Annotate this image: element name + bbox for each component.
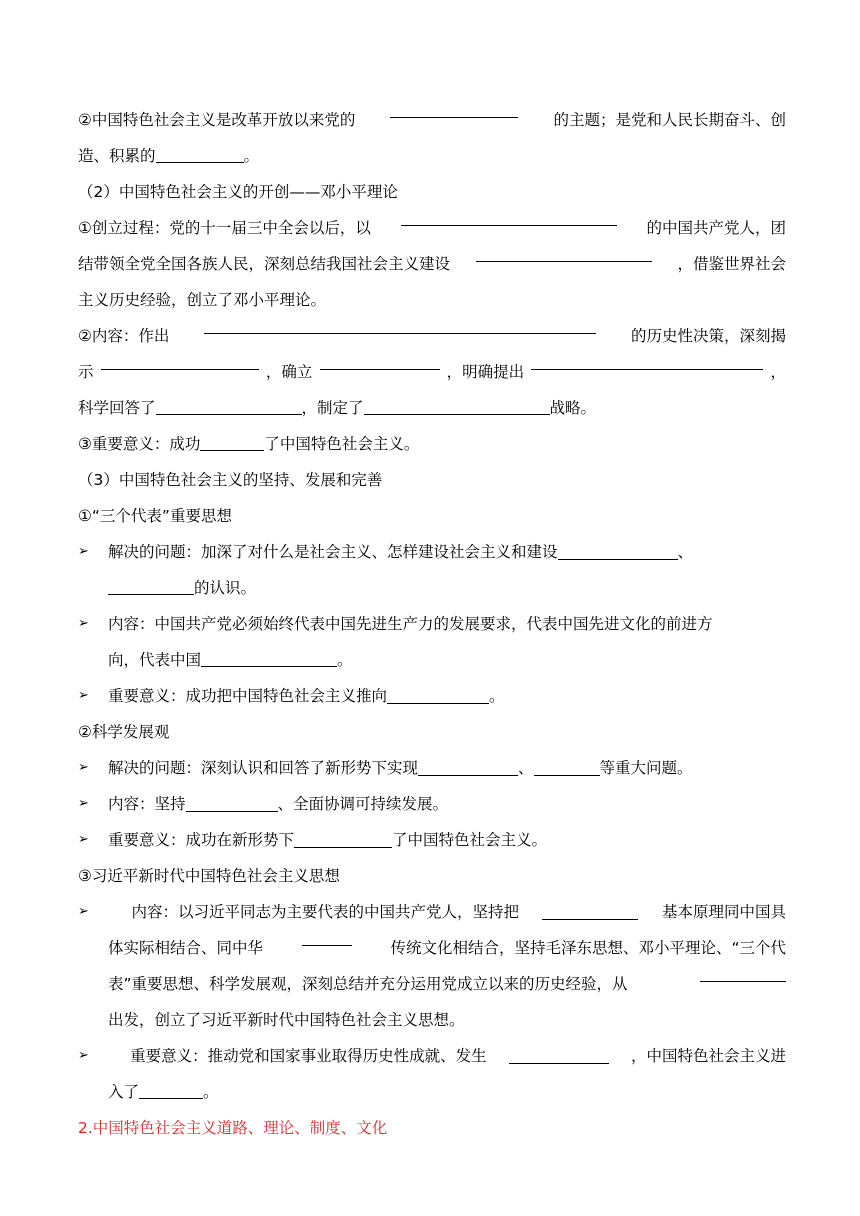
text-line [78,1002,786,1038]
text-segment: 入了 [108,1083,140,1101]
fill-blank [186,796,278,812]
text-line [78,102,786,138]
text-segment: ②内容：作出 [78,327,170,345]
text-segment: 基本原理同中国具 [661,903,786,921]
text-segment: ，借鉴世界社会 [677,255,786,273]
text-line [78,426,786,462]
fill-blank [401,210,617,226]
text-segment: ， [770,363,786,381]
text-segment: ①“三个代表”重要思想 [78,507,232,525]
text-segment: 了中国特色社会主义。 [264,435,420,453]
subsection-title [78,858,786,894]
fill-blank [418,760,518,776]
fill-blank [531,354,763,370]
section-heading [78,174,786,210]
text-segment: 向，代表中国 [108,651,202,669]
fill-blank [156,399,302,415]
fill-blank [302,930,352,946]
subsection-title [78,714,786,750]
text-segment: 、 [518,759,534,777]
text-segment: 。 [489,687,505,705]
text-segment: 传统文化相结合，坚持毛泽东思想、邓小平理论、“三个代 [390,939,786,957]
text-segment: ①创立过程：党的十一届三中全会以后，以 [78,219,371,237]
text-segment: 主义历史经验，创立了邓小平理论。 [78,291,327,309]
fill-blank [294,832,392,848]
text-segment: 内容：中国共产党必须始终代表中国先进生产力的发展要求，代表中国先进文化的前进方 [108,615,713,633]
section-title-red: 2.中国特色社会主义道路、理论、制度、文化 [78,1119,388,1137]
text-segment: 解决的问题：深刻认识和回答了新形势下实现 [108,759,419,777]
arrow-bullet-icon: ➢ [78,688,89,703]
fill-blank [542,904,638,920]
text-segment: 重要意义：成功在新形势下 [108,831,295,849]
text-segment: 等重大问题。 [599,759,693,777]
fill-blank [204,318,596,334]
fill-blank [320,354,440,370]
text-segment: 、全面协调可持续发展。 [277,795,449,813]
bullet-item [78,822,786,858]
text-segment: ，确立 [265,363,313,381]
arrow-bullet-icon: ➢ [78,544,89,559]
text-segment: 的认识。 [194,579,257,597]
fill-blank [700,966,786,982]
text-segment: 体实际相结合、同中华 [108,939,264,957]
text-line [78,966,786,1002]
bullet-item [78,678,786,714]
fill-blank [558,544,678,560]
text-line [78,354,786,390]
text-segment: ③重要意义：成功 [78,435,201,453]
text-segment: 的主题；是党和人民长期奋斗、创 [553,111,786,129]
fill-blank [200,435,264,451]
text-segment: 的中国共产党人，团 [646,219,786,237]
arrow-bullet-icon: ➢ [78,1048,89,1063]
text-line [78,570,786,606]
bullet-item [78,750,786,786]
text-segment: 。 [203,1083,219,1101]
fill-blank [108,579,194,595]
text-segment: 。 [243,147,260,165]
text-line [78,930,786,966]
arrow-bullet-icon: ➢ [78,616,89,631]
fill-blank [476,246,652,262]
text-segment: ③习近平新时代中国特色社会主义思想 [78,867,340,885]
text-line [78,246,786,282]
text-line [78,138,786,174]
bullet-item [78,894,786,930]
fill-blank [156,147,244,163]
fill-blank [139,1083,203,1099]
fill-blank [364,399,550,415]
text-segment: 内容：以习近平同志为主要代表的中国共产党人，坚持把 [131,903,519,921]
section-heading [78,462,786,498]
text-segment: （2）中国特色社会主义的开创——邓小平理论 [78,183,398,201]
text-segment: 出发，创立了习近平新时代中国特色社会主义思想。 [108,1011,465,1029]
bullet-item [78,534,786,570]
text-segment: 示 [78,363,94,381]
text-segment: （3）中国特色社会主义的坚持、发展和完善 [78,471,383,489]
text-segment: 科学回答了 [78,399,156,417]
fill-blank [101,354,259,370]
text-segment: ，中国特色社会主义进 [630,1047,786,1065]
bullet-item [78,786,786,822]
text-line [78,390,786,426]
text-segment: ，制定了 [301,399,364,417]
fill-blank [390,102,518,118]
text-segment: 。 [337,651,353,669]
text-segment: ②中国特色社会主义是改革开放以来党的 [78,111,356,129]
arrow-bullet-icon: ➢ [78,796,89,811]
fill-blank [387,688,489,704]
text-line [78,210,786,246]
text-segment: ，明确提出 [446,363,525,381]
text-segment: 表”重要思想、科学发展观，深刻总结并充分运用党成立以来的历史经验，从 [108,975,628,993]
text-segment: 战略。 [549,399,597,417]
fill-blank [201,651,337,667]
arrow-bullet-icon: ➢ [78,760,89,775]
arrow-bullet-icon: ➢ [78,832,89,847]
text-segment: ②科学发展观 [78,723,170,741]
bullet-item [78,1038,786,1074]
bullet-item [78,606,786,642]
text-segment: 内容：坚持 [108,795,186,813]
text-line [78,318,786,354]
text-segment: 、 [677,543,694,561]
document-page [78,102,786,1146]
text-segment: 重要意义：成功把中国特色社会主义推向 [108,687,388,705]
text-line [78,1074,786,1110]
text-line [78,642,786,678]
text-segment: 重要意义：推动党和国家事业取得历史性成就、发生 [130,1047,487,1065]
subsection-title [78,498,786,534]
text-segment: 结带领全党全国各族人民，深刻总结我国社会主义建设 [78,255,451,273]
text-segment: 了中国特色社会主义。 [392,831,548,849]
text-segment: 解决的问题：加深了对什么是社会主义、怎样建设社会主义和建设 [108,543,558,561]
fill-blank [509,1048,609,1064]
arrow-bullet-icon: ➢ [78,904,89,919]
text-line [78,282,786,318]
text-segment: 造、积累的 [78,147,156,165]
fill-blank [534,760,600,776]
text-segment: 的历史性决策，深刻揭 [630,327,786,345]
